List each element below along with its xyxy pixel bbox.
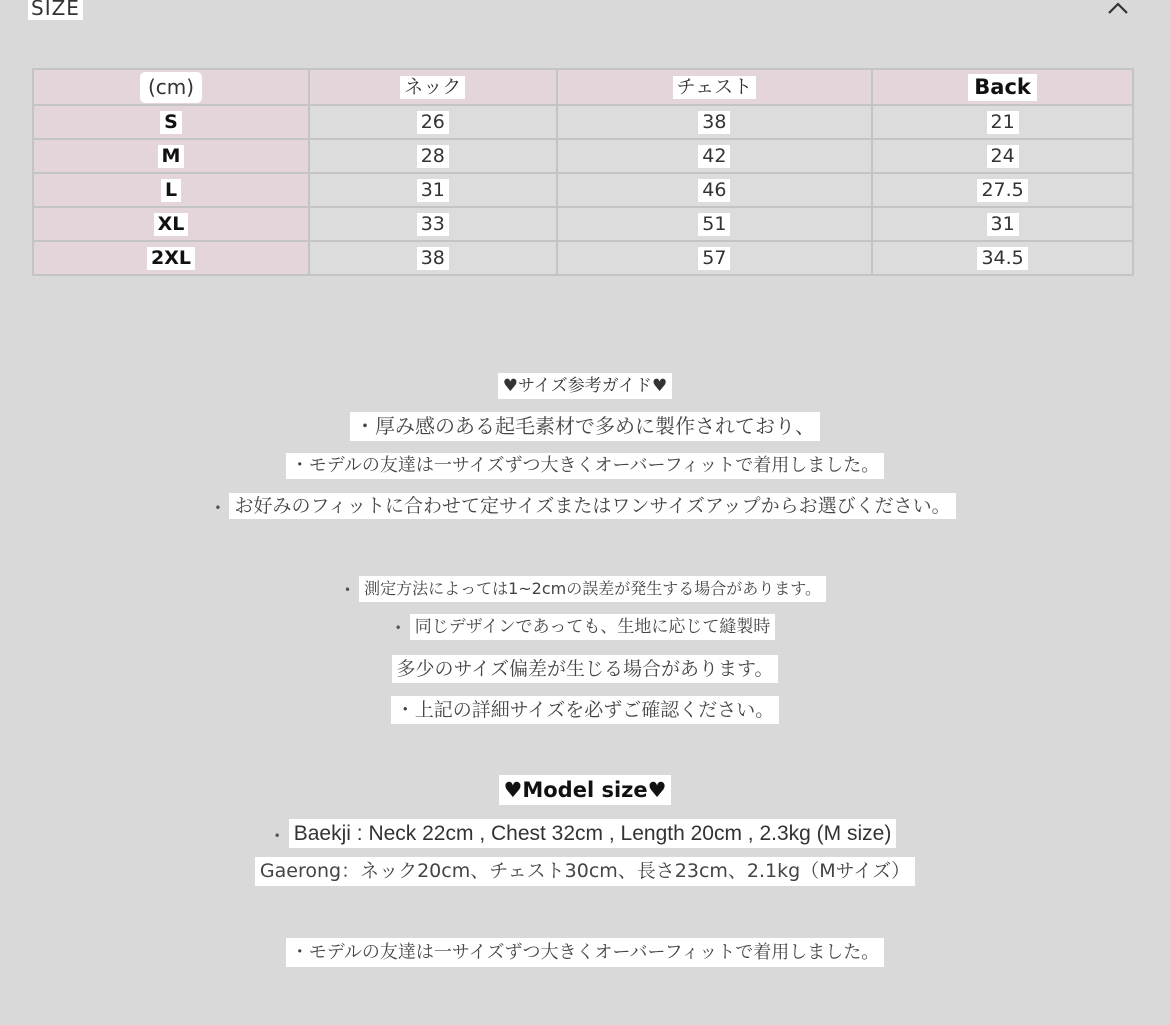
model-note-text: ・モデルの友達は一サイズずつ大きくオーバーフィットで着用しました。 (286, 938, 884, 967)
bullet-dot: • (273, 828, 281, 843)
guide-note-text: ・厚み感のある起毛素材で多めに製作されており、 (350, 412, 820, 441)
size-label: L (161, 179, 181, 202)
cell-value: 31 (417, 179, 449, 202)
size-label: XL (154, 213, 189, 236)
cell-value: 34.5 (977, 247, 1027, 270)
guide-note-text: 多少のサイズ偏差が生じる場合があります。 (392, 655, 779, 683)
model-note-text: Gaerong：ネック20cm、チェスト30cm、長さ23cm、2.1kg（Mサイズ） (255, 857, 915, 886)
cell-value: 28 (417, 145, 449, 168)
header-neck-cell (309, 69, 557, 105)
model-title: ♥Model size♥ (499, 775, 672, 805)
table-header-row (33, 69, 1133, 105)
guide-note (0, 614, 1170, 640)
cell-value: 21 (987, 111, 1019, 134)
guide-note (0, 453, 1170, 479)
guide-note (0, 493, 1170, 519)
guide-note-text: ・上記の詳細サイズを必ずご確認ください。 (391, 696, 779, 724)
column-header: チェスト (673, 76, 756, 99)
model-note (0, 857, 1170, 886)
guide-note-text: お好みのフィットに合わせて定サイズまたはワンサイズアップからお選びください。 (229, 493, 955, 519)
size-label: M (158, 145, 185, 168)
cell-value: 26 (417, 111, 449, 134)
unit-label: (cm) (140, 72, 202, 103)
table-cell (872, 207, 1133, 241)
guide-note (0, 696, 1170, 724)
size-table (32, 68, 1134, 276)
chevron-up-icon (1107, 1, 1129, 15)
cell-value: 42 (698, 145, 730, 168)
header-back-cell (872, 69, 1133, 105)
table-row (33, 173, 1133, 207)
header-unit-cell (33, 69, 309, 105)
cell-value: 51 (698, 213, 730, 236)
table-row (33, 139, 1133, 173)
cell-value: 33 (417, 213, 449, 236)
table-cell (557, 105, 873, 139)
bullet-dot: • (394, 620, 402, 635)
cell-value: 57 (698, 247, 730, 270)
cell-value: 31 (987, 213, 1019, 236)
table-row (33, 105, 1133, 139)
table-cell (872, 105, 1133, 139)
size-label: 2XL (147, 247, 195, 270)
guide-title-line (0, 373, 1170, 399)
table-cell (872, 241, 1133, 275)
bullet-dot: • (344, 582, 352, 597)
table-cell (309, 207, 557, 241)
table-cell (557, 173, 873, 207)
size-cell (33, 207, 309, 241)
size-label: S (160, 111, 182, 134)
table-cell (872, 173, 1133, 207)
table-row (33, 207, 1133, 241)
bullet-dot: • (214, 500, 222, 515)
column-header: Back (968, 74, 1037, 101)
guide-note (0, 576, 1170, 602)
table-cell (557, 139, 873, 173)
table-cell (557, 241, 873, 275)
size-cell (33, 105, 309, 139)
guide-title: ♥サイズ参考ガイド♥ (498, 373, 673, 399)
model-note (0, 819, 1170, 848)
table-row (33, 241, 1133, 275)
table-cell (309, 139, 557, 173)
table-cell (872, 139, 1133, 173)
guide-note (0, 412, 1170, 441)
cell-value: 38 (417, 247, 449, 270)
model-note-text: Baekji : Neck 22cm , Chest 32cm , Length 20cm , 2.3kg (M size) (289, 819, 897, 848)
section-title: SIZE (28, 0, 83, 20)
model-title-line (0, 775, 1170, 805)
guide-note (0, 655, 1170, 683)
table-cell (309, 173, 557, 207)
table-cell (309, 105, 557, 139)
size-cell (33, 139, 309, 173)
guide-note-text: 同じデザインであっても、生地に応じて縫製時 (410, 614, 776, 640)
collapse-button[interactable] (1103, 0, 1133, 20)
table-cell (309, 241, 557, 275)
size-cell (33, 173, 309, 207)
column-header: ネック (400, 76, 465, 99)
size-cell (33, 241, 309, 275)
cell-value: 46 (698, 179, 730, 202)
guide-note-text: ・モデルの友達は一サイズずつ大きくオーバーフィットで着用しました。 (286, 453, 884, 479)
header-chest-cell (557, 69, 873, 105)
cell-value: 24 (987, 145, 1019, 168)
table-cell (557, 207, 873, 241)
cell-value: 38 (698, 111, 730, 134)
guide-note-text: 測定方法によっては1~2cmの誤差が発生する場合があります。 (359, 576, 826, 602)
model-note (0, 938, 1170, 967)
cell-value: 27.5 (977, 179, 1027, 202)
